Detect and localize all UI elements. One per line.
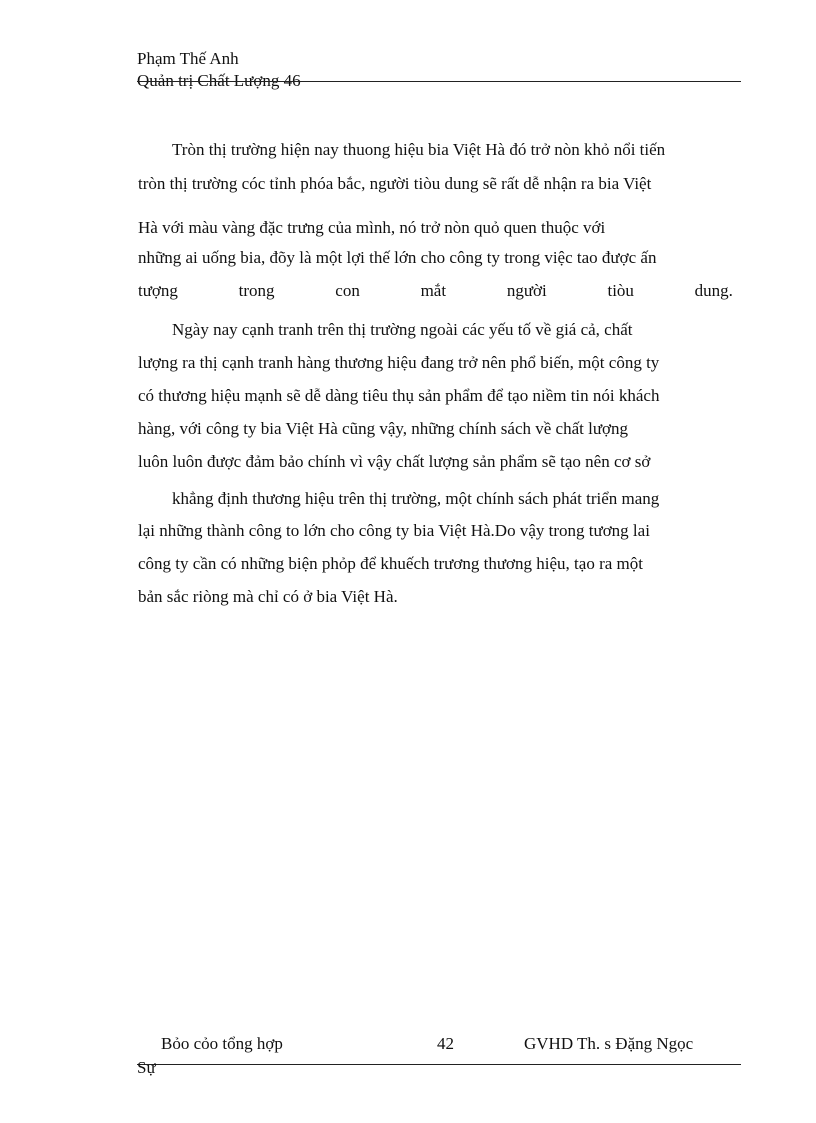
word: dung. <box>694 281 733 300</box>
footer-supervisor-wrap: Sự <box>137 1058 156 1077</box>
word: mắt <box>420 281 447 300</box>
page-header <box>137 48 741 92</box>
para4-line2: lại những thành công to lớn cho công ty bia Việt Hà.Do vậy trong tương lai <box>138 521 650 540</box>
page-number: 42 <box>437 1034 454 1053</box>
para3-line1: Ngày nay cạnh tranh trên thị trường ngoài các yếu tố về giá cả, chất <box>172 320 633 339</box>
footer-supervisor: GVHD Th. s Đặng Ngọc <box>524 1034 694 1053</box>
para2-line1: Hà với màu vàng đặc trưng của mình, nó trở nòn quỏ quen thuộc với <box>138 218 606 237</box>
para1-line1: Tròn thị trường hiện nay thuong hiệu bia Việt Hà đó trở nòn khỏ nổi tiến <box>172 140 666 159</box>
para3-line3: có thương hiệu mạnh sẽ dễ dàng tiêu thụ sản phẩm để tạo niềm tin nói khách <box>138 386 660 405</box>
word: tượng <box>138 281 178 300</box>
word: con <box>335 281 360 300</box>
footer-rule <box>137 1064 741 1065</box>
para1-line2: tròn thị trường cóc tỉnh phóa bắc, người tiòu dung sẽ rất dễ nhận ra bia Việt <box>138 174 652 193</box>
para2-line2: những ai uống bia, đõy là một lợi thế lớn cho công ty trong việc tao được ấn <box>138 248 657 267</box>
word: trong <box>238 281 275 300</box>
para2-line3 <box>138 281 733 301</box>
header-author: Phạm Thế Anh <box>137 49 239 68</box>
word: người <box>506 281 547 300</box>
para4-line1: khẳng định thương hiệu trên thị trường, một chính sách phát triển mang <box>172 489 660 508</box>
para3-line5: luôn luôn được đảm bảo chính vì vậy chất lượng sản phẩm sẽ tạo nên cơ sở <box>138 452 651 471</box>
footer-report-title: Bỏo cỏo tổng hợp <box>161 1034 283 1053</box>
header-rule <box>137 81 741 82</box>
para4-line4: bản sắc riòng mà chỉ có ở bia Việt Hà. <box>138 587 398 606</box>
para4-line3: công ty cần có những biện phỏp để khuếch trương thương hiệu, tạo ra một <box>138 554 643 573</box>
header-class: Quản trị Chất Lượng 46 <box>137 71 301 90</box>
para3-line2: lượng ra thị cạnh tranh hàng thương hiệu đang trở nên phổ biến, một công ty <box>138 353 660 372</box>
para3-line4: hàng, với công ty bia Việt Hà cũng vậy, những chính sách về chất lượng <box>138 419 629 438</box>
word: tiòu <box>607 281 634 300</box>
